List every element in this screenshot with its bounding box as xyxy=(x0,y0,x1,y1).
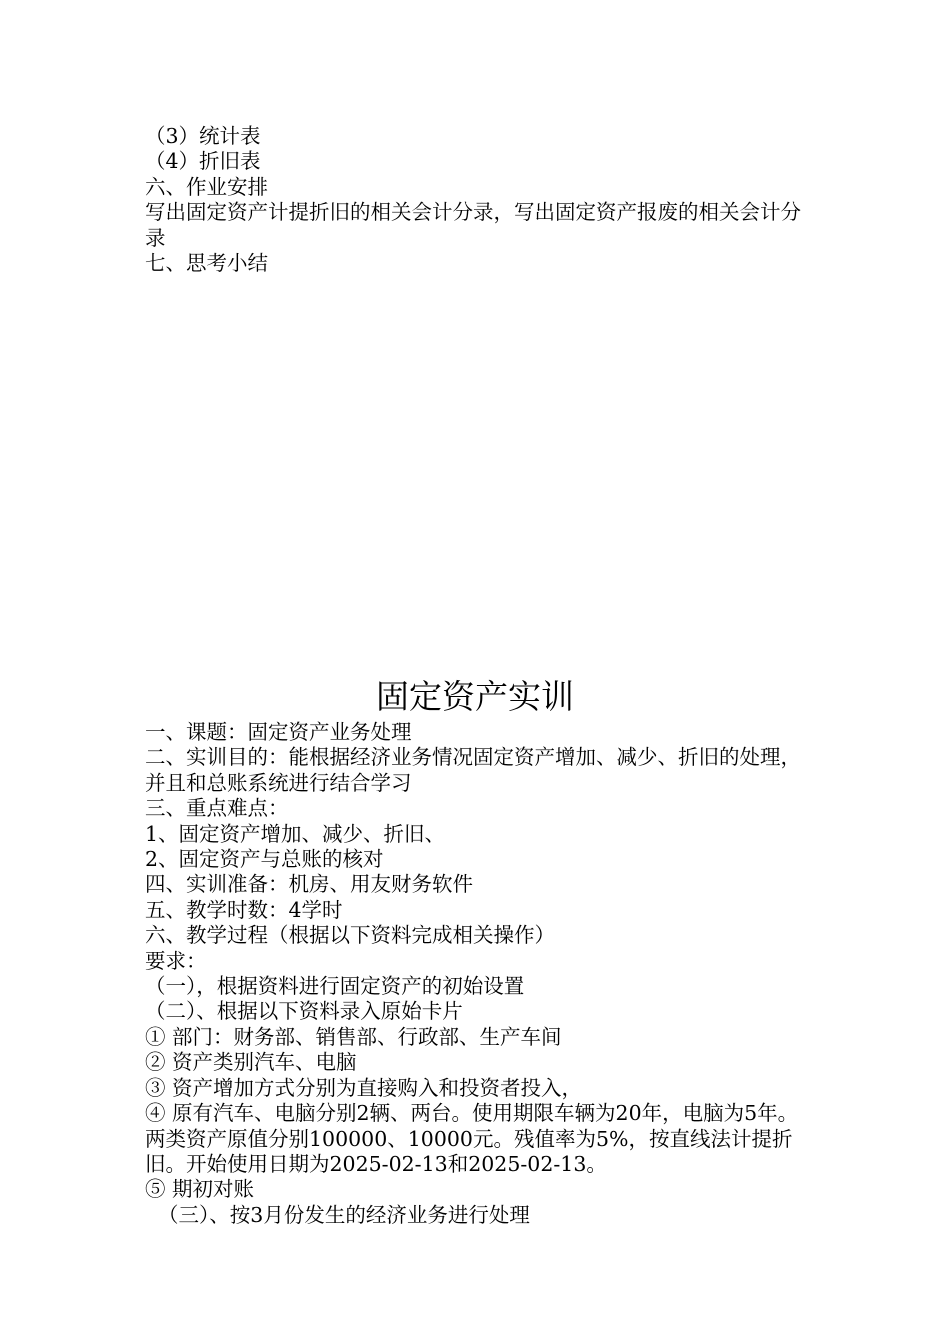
text-line-teaching-process: 六、教学过程（根据以下资料完成相关操作） xyxy=(145,923,555,948)
text-line-requirement-1: （一），根据资料进行固定资产的初始设置 xyxy=(145,974,525,999)
heading-key-points: 三、重点难点： xyxy=(145,796,289,821)
text-line-teaching-hours: 五、教学时数：4学时 xyxy=(145,897,343,922)
text-line-preparation: 四、实训准备：机房、用友财务软件 xyxy=(145,872,473,897)
text-line-requirement-3: （三）、按3月份发生的经济业务进行处理 xyxy=(145,1202,530,1227)
text-line-key-point-2: 2、固定资产与总账的核对 xyxy=(145,847,384,872)
list-item-asset-details: ④ 原有汽车、电脑分别2辆、两台。使用期限车辆为20年，电脑为5年。两类资产原值分别100000、10000元。残值率为5%，按直线法计提折旧。开始使用日期为2025-02-13和2025-02-13。 xyxy=(145,1101,799,1176)
text-line-statistics-table: （3）统计表 xyxy=(145,124,261,148)
top-section xyxy=(145,124,813,276)
list-item-asset-categories: ② 资产类别汽车、电脑 xyxy=(145,1050,357,1075)
text-homework-content: 写出固定资产计提折旧的相关会计分录，写出固定资产报废的相关会计分录 xyxy=(145,200,801,250)
heading-reflection: 七、思考小结 xyxy=(145,251,268,276)
text-line-objective: 二、实训目的：能根据经济业务情况固定资产增加、减少、折旧的处理，并且和总账系统进行结合学习 xyxy=(145,745,801,795)
text-line-key-point-1: 1、固定资产增加、减少、折旧、 xyxy=(145,821,446,846)
main-section xyxy=(145,720,813,1228)
text-line-topic: 一、课题：固定资产业务处理 xyxy=(145,720,412,744)
list-item-departments: ① 部门：财务部、销售部、行政部、生产车间 xyxy=(145,1024,562,1049)
list-item-increase-methods: ③ 资产增加方式分别为直接购入和投资者投入， xyxy=(145,1075,583,1100)
heading-homework: 六、作业安排 xyxy=(145,174,268,199)
list-item-opening-reconciliation: ⑤ 期初对账 xyxy=(145,1177,255,1202)
text-line-requirement-2: （二）、根据以下资料录入原始卡片 xyxy=(145,999,463,1024)
heading-requirements: 要求： xyxy=(145,948,207,973)
page-title: 固定资产实训 xyxy=(376,677,574,716)
text-line-depreciation-table: （4）折旧表 xyxy=(145,149,261,174)
